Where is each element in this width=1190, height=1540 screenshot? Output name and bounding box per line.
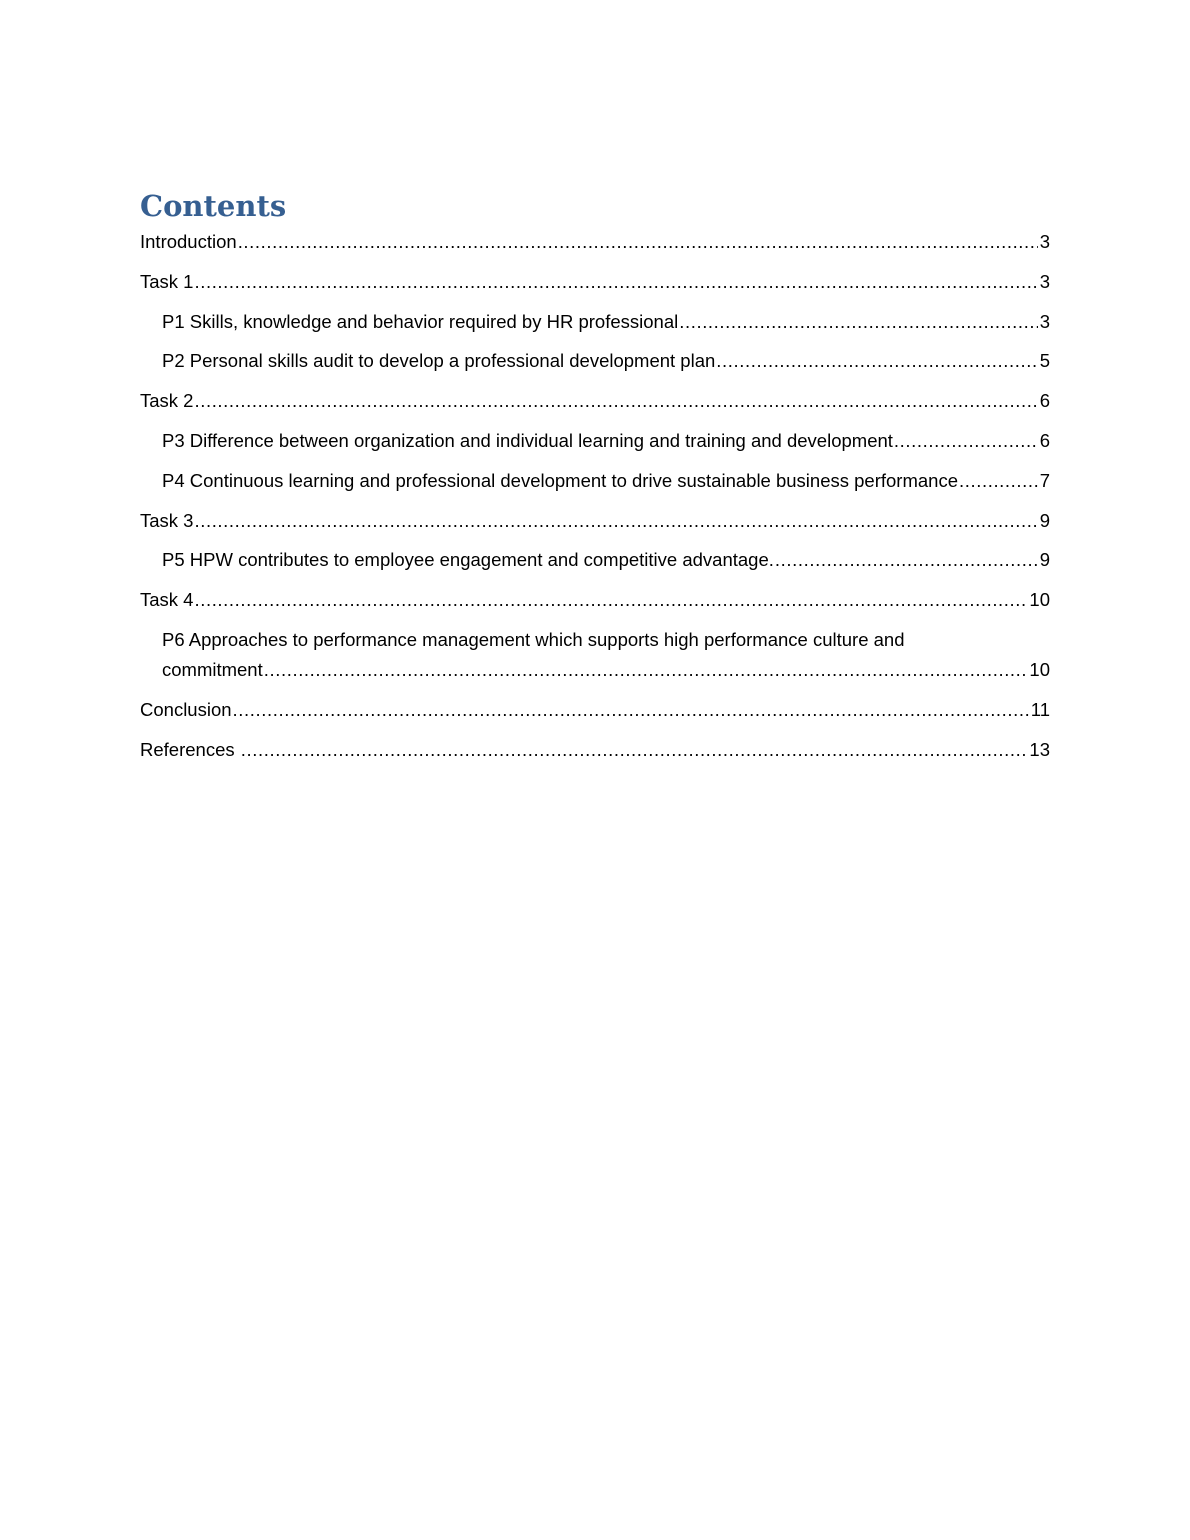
toc-dot-leader bbox=[238, 227, 1038, 257]
toc-page-number: 3 bbox=[1039, 231, 1050, 252]
toc-dot-leader bbox=[194, 267, 1037, 297]
toc-entry-p2[interactable] bbox=[140, 346, 1050, 376]
toc-dot-leader bbox=[775, 545, 1038, 575]
toc-entry-text: P3 Difference between organization and individual learning and training and development bbox=[162, 429, 893, 451]
toc-entry-p4[interactable] bbox=[140, 466, 1050, 496]
toc-dot-leader bbox=[894, 426, 1038, 456]
toc-entry-text-line-1: P6 Approaches to performance management which supports high performance culture and bbox=[162, 628, 905, 650]
toc-page-number: 11 bbox=[1030, 698, 1050, 720]
toc-entry-text: Conclusion bbox=[140, 698, 232, 720]
toc-page-number: 3 bbox=[1039, 310, 1050, 332]
toc-page-number: 10 bbox=[1029, 658, 1050, 680]
toc-page-number: 13 bbox=[1029, 738, 1050, 760]
toc-entry-text: Task 4 bbox=[140, 589, 194, 611]
toc-page-number: 9 bbox=[1039, 509, 1050, 531]
toc-entry-text: Task 3 bbox=[140, 509, 194, 531]
toc-dot-leader bbox=[241, 735, 1028, 765]
toc-entry-task-4[interactable] bbox=[140, 585, 1050, 615]
toc-heading: Contents bbox=[140, 189, 287, 223]
toc-dot-leader bbox=[233, 695, 1029, 725]
toc-dot-leader bbox=[194, 386, 1037, 416]
toc-entry-p5[interactable] bbox=[140, 545, 1050, 575]
toc-entry-introduction[interactable] bbox=[140, 227, 1050, 257]
toc-entry-task-2[interactable] bbox=[140, 386, 1050, 416]
toc-page-number: 9 bbox=[1039, 549, 1050, 571]
toc-dot-leader bbox=[194, 506, 1037, 536]
toc-dot-leader bbox=[194, 585, 1027, 615]
toc-dot-leader bbox=[716, 346, 1037, 376]
toc-entry-p1[interactable] bbox=[140, 307, 1050, 337]
toc-page-number: 7 bbox=[1039, 469, 1050, 491]
toc-entry-p3[interactable] bbox=[140, 426, 1050, 456]
toc-entry-text: P4 Continuous learning and professional development to drive sustainable business performance bbox=[162, 469, 958, 491]
toc-entry-text: P2 Personal skills audit to develop a professional development plan bbox=[162, 350, 716, 372]
toc-dot-leader bbox=[679, 307, 1037, 337]
toc-entry-text: References bbox=[140, 738, 240, 760]
toc-entry-p6[interactable] bbox=[140, 625, 1050, 685]
toc-entry-text: P1 Skills, knowledge and behavior required by HR professional bbox=[162, 310, 679, 332]
toc-page-number: 3 bbox=[1039, 270, 1050, 292]
toc-page-number: 6 bbox=[1039, 390, 1050, 412]
toc-page-number: 5 bbox=[1039, 350, 1050, 372]
toc-entry-references[interactable] bbox=[140, 735, 1050, 765]
toc-page-number: 6 bbox=[1039, 429, 1050, 451]
toc-entry-task-1[interactable] bbox=[140, 267, 1050, 297]
toc-entry-text: P5 HPW contributes to employee engagement and competitive advantage. bbox=[162, 549, 774, 571]
toc-dot-leader bbox=[264, 655, 1028, 685]
toc-entry-conclusion[interactable] bbox=[140, 695, 1050, 725]
table-of-contents bbox=[140, 186, 1050, 765]
toc-dot-leader bbox=[959, 466, 1038, 496]
toc-entry-task-3[interactable] bbox=[140, 506, 1050, 536]
toc-entry-text: Task 1 bbox=[140, 270, 194, 292]
toc-entry-text: Introduction bbox=[140, 231, 237, 252]
toc-entry-text-line-2: commitment bbox=[162, 658, 263, 680]
toc-entry-text: Task 2 bbox=[140, 390, 194, 412]
toc-page-number: 10 bbox=[1029, 589, 1050, 611]
